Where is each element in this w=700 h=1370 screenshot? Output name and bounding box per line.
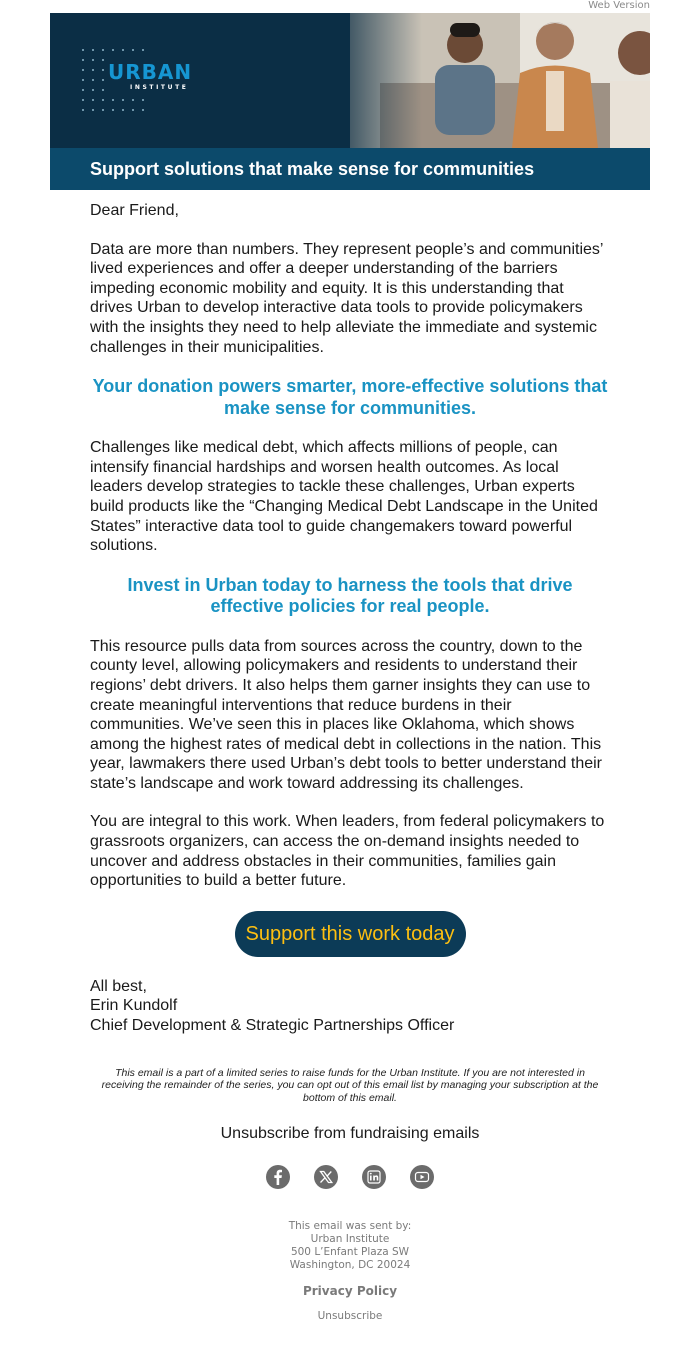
x-icon[interactable] — [313, 1164, 339, 1190]
letter-body — [50, 201, 650, 1036]
social-links — [50, 1164, 650, 1190]
org-name: Urban Institute — [310, 1233, 390, 1246]
sent-by-label: This email was sent by: — [288, 1220, 412, 1233]
logo-wordmark: URBAN — [108, 60, 193, 84]
hero-image — [50, 13, 650, 148]
body-paragraph: Data are more than numbers. They represent people’s and communities’ lived experiences and offer a deeper understanding of the barriers impeding economic mobility and equity. It is this understanding that drives Urban to develop interactive data tools to provide policymakers with the insights they need to help alleviate the immediate and systemic challenges in their municipalities. — [90, 240, 603, 356]
greeting: Dear Friend, — [90, 202, 179, 219]
body-paragraph: You are integral to this work. When leaders, from federal policymakers to grassroots organizers, can access the on-demand insights needed to uncover and address obstacles in their communities, families gain opportunities to build a better future. — [90, 813, 605, 890]
callout-heading: Invest in Urban today to harness the tools that drive effective policies for real people. — [127, 574, 573, 617]
cta-container — [90, 911, 610, 957]
linkedin-icon[interactable] — [361, 1164, 387, 1190]
urban-institute-logo[interactable] — [80, 47, 210, 117]
signer-name: Erin Kundolf — [90, 997, 178, 1015]
signature-block — [90, 977, 610, 1036]
support-cta-button[interactable]: Support this work today — [235, 911, 466, 957]
youtube-icon[interactable] — [409, 1164, 435, 1190]
web-version-link[interactable]: Web Version — [588, 0, 650, 11]
disclaimer-text: This email is a part of a limited series to raise funds for the Urban Institute. If you are not interested in receiving the remainder of the series, you can opt out of this email list by managing your subscription at the bottom of this email. — [101, 1066, 599, 1104]
facebook-icon[interactable] — [265, 1164, 291, 1190]
sender-info — [50, 1220, 650, 1272]
unsubscribe-link[interactable]: Unsubscribe — [317, 1310, 383, 1323]
privacy-policy-link[interactable]: Privacy Policy — [302, 1284, 398, 1299]
unsubscribe-fundraising-link[interactable]: Unsubscribe from fundraising emails — [220, 1125, 480, 1143]
logo-subtitle: INSTITUTE — [130, 84, 189, 91]
address-line: 500 L’Enfant Plaza SW — [290, 1246, 410, 1259]
callout-heading: Your donation powers smarter, more-effective solutions that make sense for communities. — [92, 376, 608, 418]
address-line: Washington, DC 20024 — [289, 1259, 411, 1272]
body-paragraph: This resource pulls data from sources across the country, down to the county level, allowing policymakers and residents to understand their regions’ debt drivers. It also helps them garner insights they can use to create meaningful interventions that reduce burdens in their communities. We’ve seen this in places like Oklahoma, which shows among the highest rates of medical debt in collections in the nation. This year, lawmakers there used Urban’s debt tools to better understand their state’s landscape and work toward addressing its challenges. — [90, 637, 602, 792]
signer-title: Chief Development & Strategic Partnerships Officer — [90, 1017, 455, 1035]
closing: All best, — [90, 977, 147, 995]
banner-title: Support solutions that make sense for communities — [50, 148, 650, 190]
email-container — [50, 13, 650, 1322]
body-paragraph: Challenges like medical debt, which affects millions of people, can intensify financial hardships and worsen health outcomes. As local leaders develop strategies to tackle these challenges, Urban experts build products like the “Changing Medical Debt Landscape in the United States” interactive data tool to guide changemakers toward powerful solutions. — [90, 439, 598, 555]
